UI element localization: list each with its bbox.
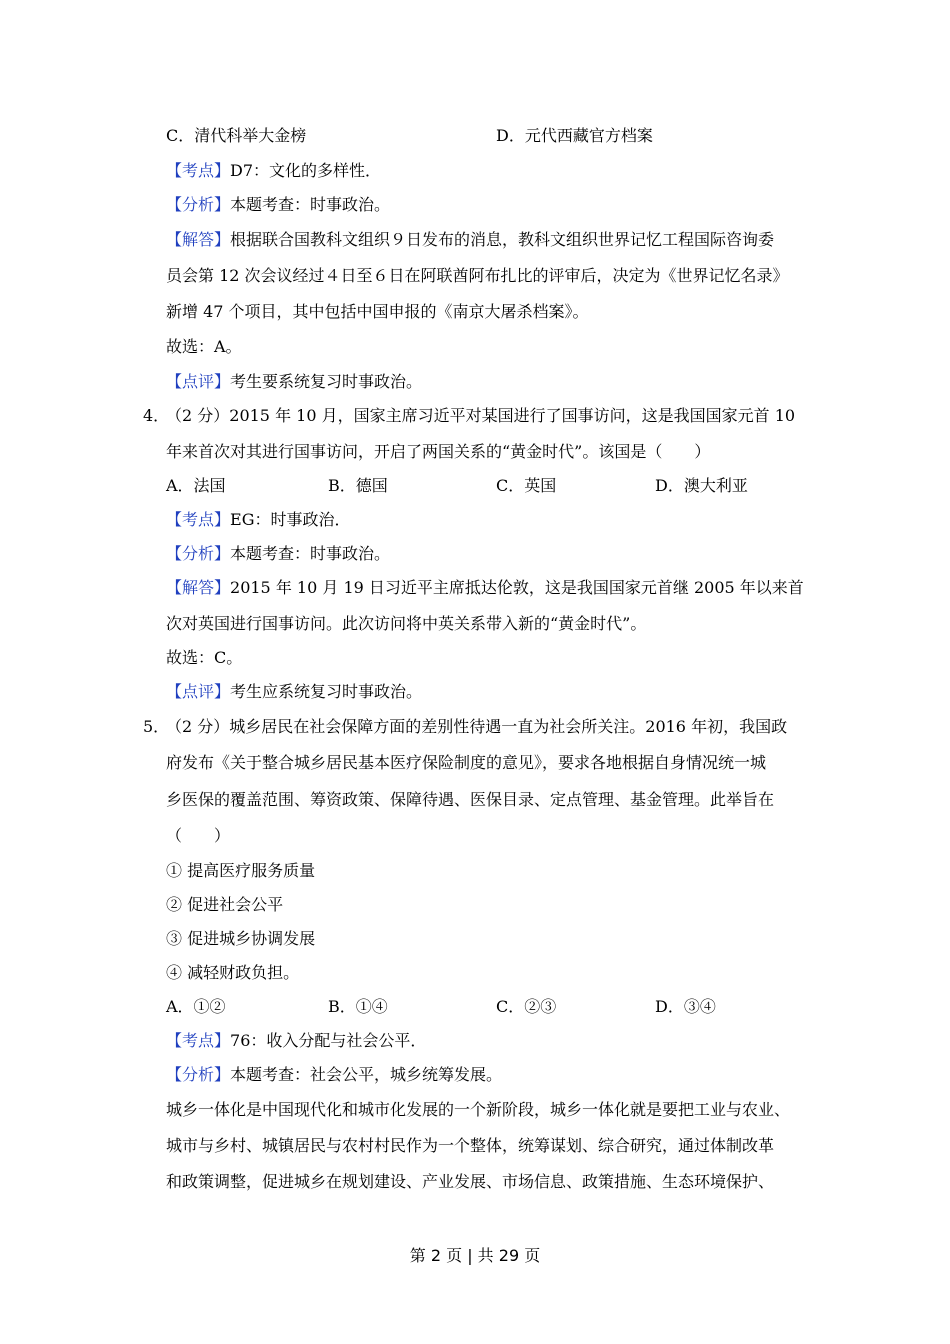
q5-stem-line-2: 府发布《关于整合城乡居民基本医疗保险制度的意见》，要求各地根据自身情况统一城 [166,753,767,772]
q4-dianping [166,682,422,702]
jieda-text: 2015 年 10 月 19 日习近平主席抵达伦敦，这是我国国家元首继 2005 年以来首 [230,578,804,597]
q5-stem-line-4: （ ） [166,826,231,845]
q5-item-4: ④ 减轻财政负担。 [166,963,300,982]
q4-option-c: C．英国 [496,476,557,495]
q4-number: 4． [143,406,170,425]
fenxi-tag: 【分析】 [166,544,231,563]
q4-answer: 故选：C。 [166,648,243,667]
q3-jieda-line-2: 员会第 12 次会议经过４日至６日在阿联酋阿布扎比的评审后，决定为《世界记忆名录》 [166,266,789,285]
q5-kaodian [166,1031,426,1051]
q5-item-2: ② 促进社会公平 [166,895,284,914]
fenxi-tag: 【分析】 [166,195,231,214]
q4-stem-line-2: 年来首次对其进行国事访问，开启了两国关系的“黄金时代”。该国是（ ） [166,442,711,461]
jieda-tag: 【解答】 [166,578,231,597]
dianping-tag: 【点评】 [166,682,231,701]
q5-option-d: D．③④ [655,997,716,1016]
q3-kaodian [166,161,381,181]
kaodian-tag: 【考点】 [166,1031,231,1050]
fenxi-text: 本题考查：社会公平，城乡统筹发展。 [230,1065,503,1084]
q5-item-1: ① 提高医疗服务质量 [166,861,316,880]
fenxi-text: 本题考查：时事政治。 [230,195,391,214]
q4-option-b: B．德国 [328,476,388,495]
q5-analysis-para-line-2: 城市与乡村、城镇居民与农村村民作为一个整体，统筹谋划、综合研究，通过体制改革 [166,1136,775,1155]
jieda-text: 根据联合国教科文组织９日发布的消息，教科文组织世界记忆工程国际咨询委 [230,230,775,249]
q5-analysis-para-line-1: 城乡一体化是中国现代化和城市化发展的一个新阶段，城乡一体化就是要把工业与农业、 [166,1100,791,1119]
dianping-text: 考生应系统复习时事政治。 [230,682,423,701]
q3-jieda-line-3: 新增 47 个项目，其中包括中国申报的《南京大屠杀档案》。 [166,302,589,321]
q5-option-b: B．①④ [328,997,388,1016]
q5-fenxi [166,1065,502,1085]
fenxi-text: 本题考查：时事政治。 [230,544,391,563]
jieda-tag: 【解答】 [166,230,231,249]
q3-option-d: D．元代西藏官方档案 [496,126,653,145]
q4-jieda-line-2: 次对英国进行国事访问。此次访问将中英关系带入新的“黄金时代”。 [166,614,647,633]
q4-option-d: D．澳大利亚 [655,476,748,495]
kaodian-text: 76：收入分配与社会公平． [230,1031,427,1050]
q3-answer: 故选：A。 [166,337,242,356]
q3-option-c: C．清代科举大金榜 [166,126,307,145]
q3-fenxi [166,195,390,215]
kaodian-text: EG：时事政治． [230,510,351,529]
fenxi-tag: 【分析】 [166,1065,231,1084]
q4-stem-line-1: （2 分）2015 年 10 月，国家主席习近平对某国进行了国事访问，这是我国国家元首 10 [166,406,796,425]
page-footer: 第 2 页 | 共 29 页 [409,1246,541,1265]
q4-jieda [166,578,804,598]
kaodian-tag: 【考点】 [166,161,231,180]
q5-item-3: ③ 促进城乡协调发展 [166,929,316,948]
q5-number: 5． [143,717,170,736]
dianping-text: 考生要系统复习时事政治。 [230,372,423,391]
q4-fenxi [166,544,390,564]
q3-jieda [166,230,774,250]
q3-dianping [166,372,422,392]
q5-stem-line-3: 乡医保的覆盖范围、筹资政策、保障待遇、医保目录、定点管理、基金管理。此举旨在 [166,790,775,809]
q4-option-a: A．法国 [166,476,226,495]
kaodian-tag: 【考点】 [166,510,231,529]
q5-analysis-para-line-3: 和政策调整，促进城乡在规划建设、产业发展、市场信息、政策措施、生态环境保护、 [166,1172,775,1191]
kaodian-text: D7：文化的多样性． [230,161,382,180]
dianping-tag: 【点评】 [166,372,231,391]
q5-option-a: A．①② [166,997,226,1016]
q5-stem-line-1: （2 分）城乡居民在社会保障方面的差别性待遇一直为社会所关注。2016 年初，我国政 [166,717,788,736]
q4-kaodian [166,510,350,530]
q5-option-c: C．②③ [496,997,557,1016]
